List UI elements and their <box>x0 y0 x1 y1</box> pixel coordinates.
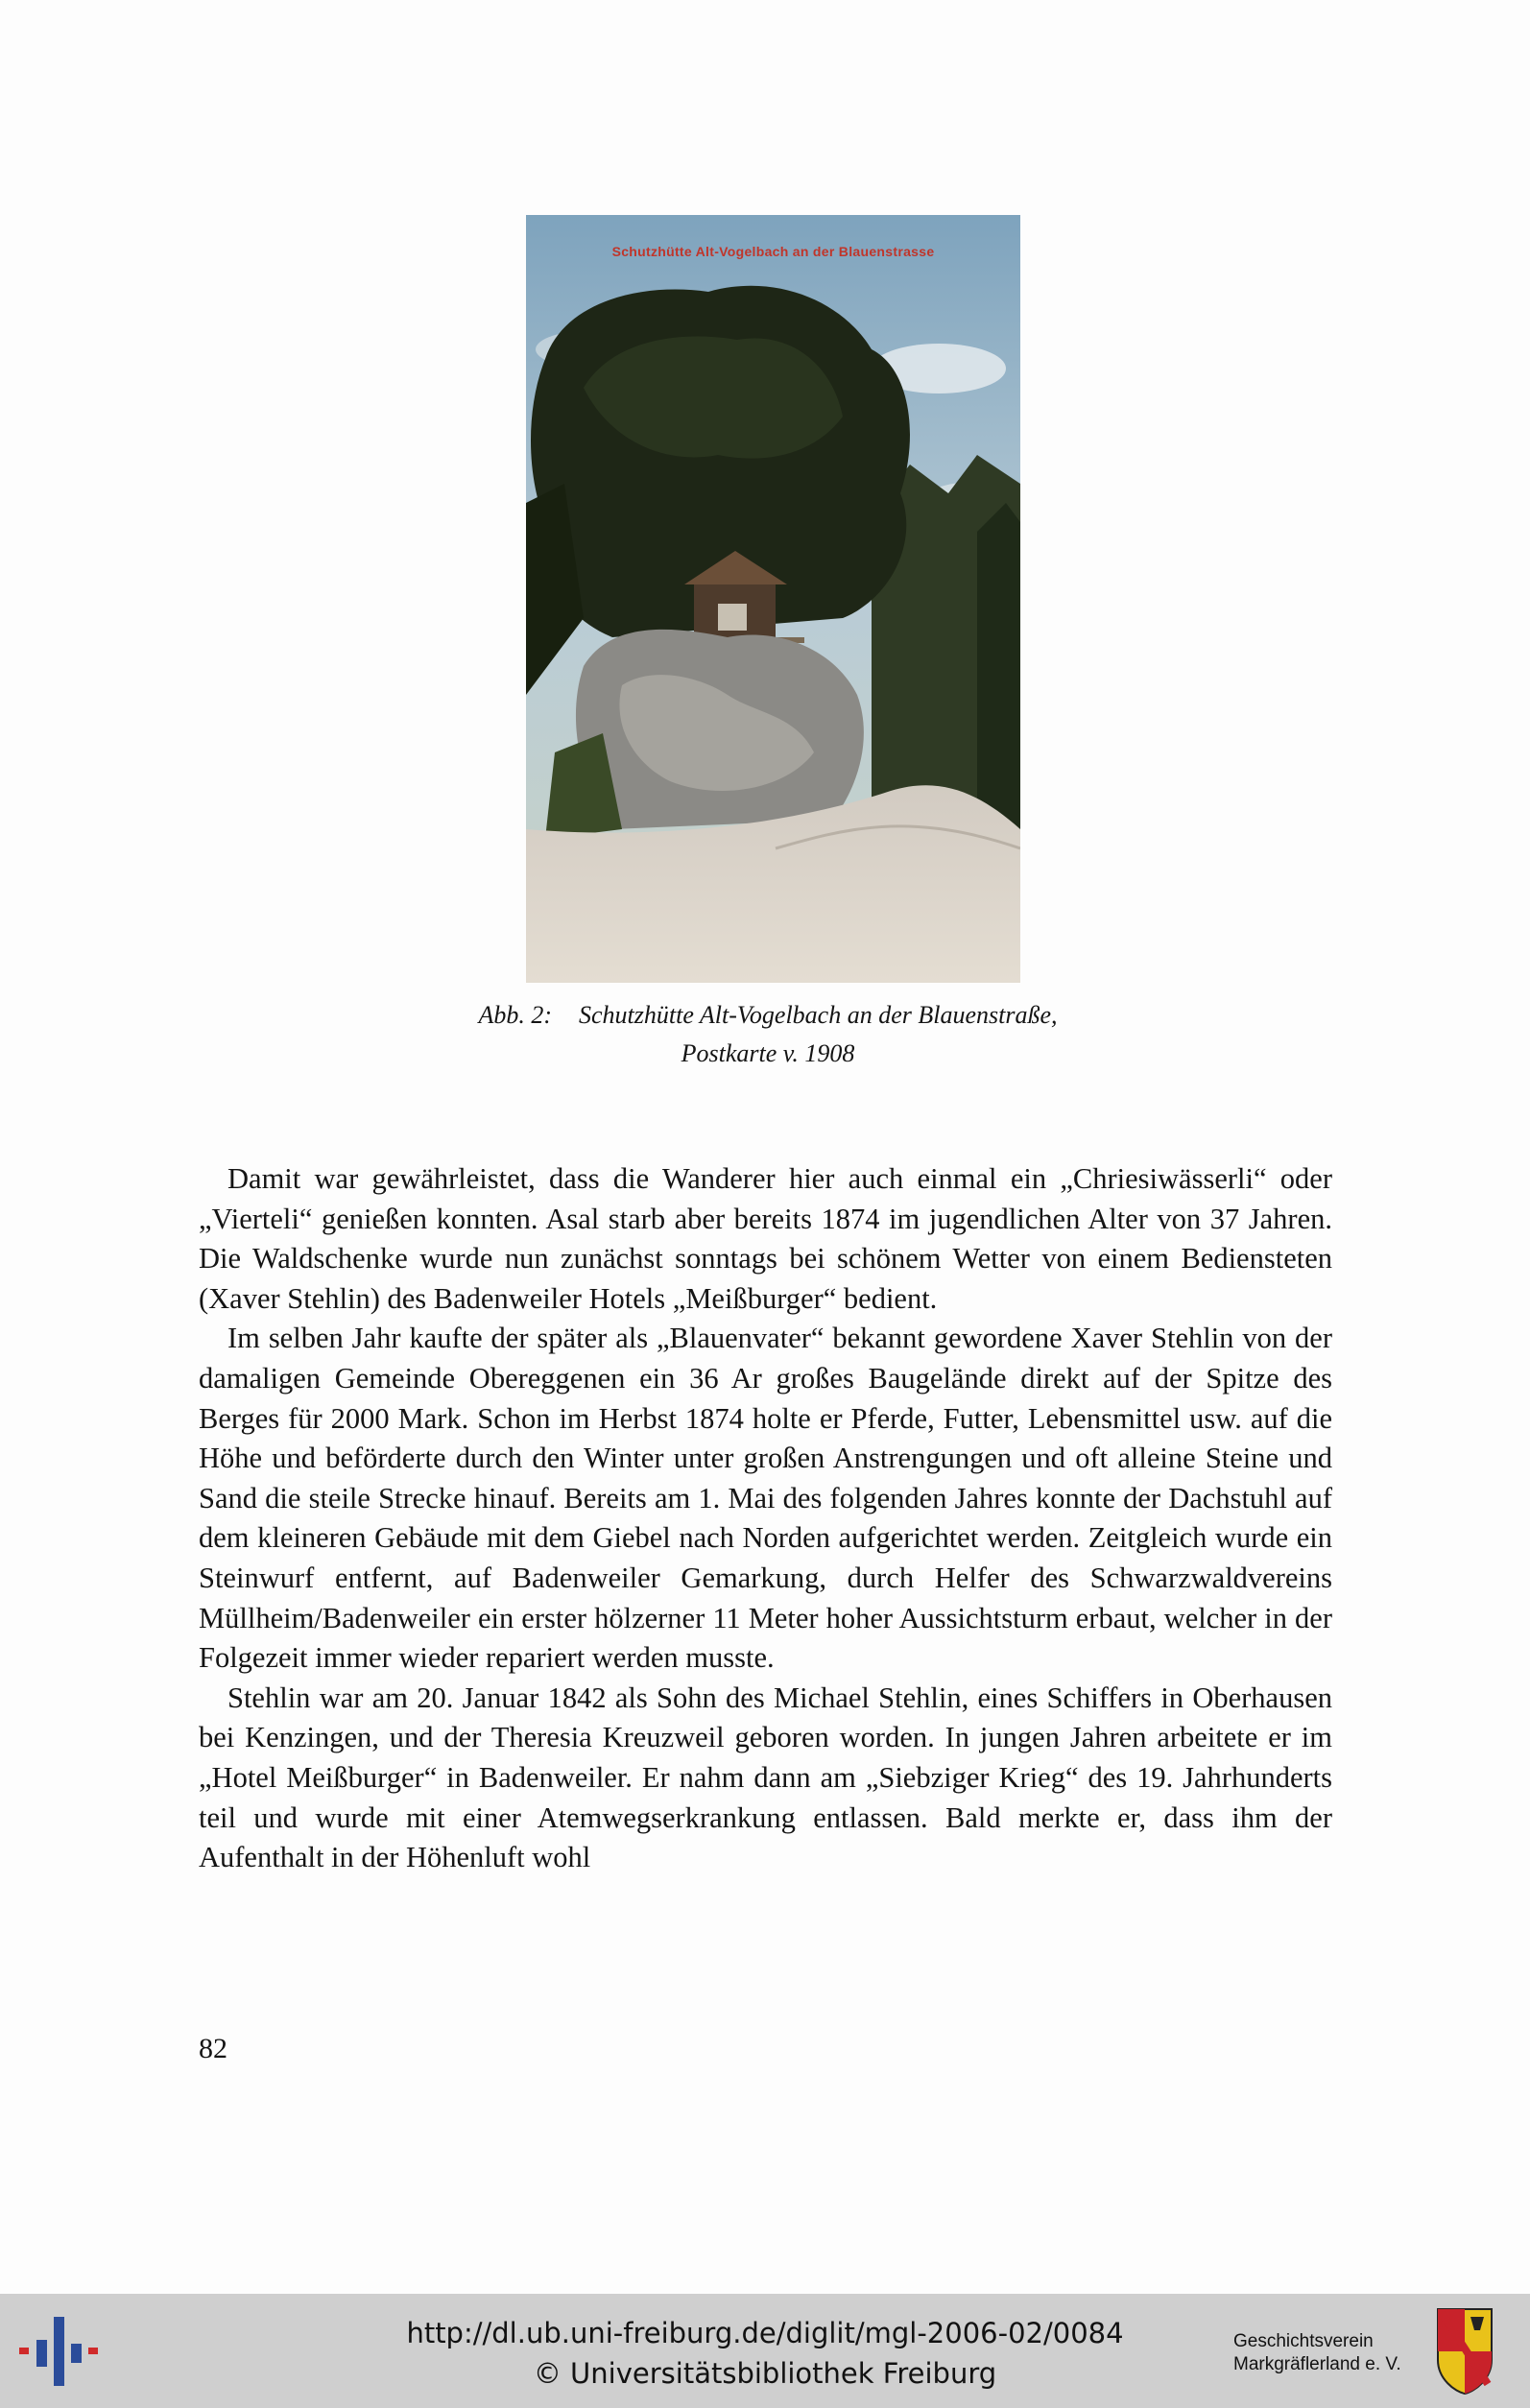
body-text <box>199 1159 1332 1878</box>
footer-bar <box>0 2294 1530 2408</box>
society-line-2: Markgräflerland e. V. <box>1233 2354 1401 2374</box>
caption-date: Postkarte v. 1908 <box>681 1039 855 1067</box>
figure-caption <box>384 996 1152 1073</box>
caption-title: Schutzhütte Alt-Vogelbach an der Blauenstraße, <box>579 1001 1058 1029</box>
postcard-image <box>526 215 1020 983</box>
copyright-text: © Universitätsbibliothek Freiburg <box>533 2357 997 2390</box>
caption-line-1 <box>384 996 1152 1035</box>
document-url-link[interactable]: http://dl.ub.uni-freiburg.de/diglit/mgl-2006-02/0084 <box>406 2317 1124 2349</box>
society-line-1: Geschichtsverein <box>1233 2331 1374 2351</box>
caption-number: Abb. 2: <box>478 1001 553 1029</box>
paragraph: Im selben Jahr kaufte der später als „Blauenvater“ bekannt gewordene Xaver Stehlin von der damaligen Gemeinde Obereggenen ein 36 Ar großes Baugelände direkt auf der Spitze des Berges für 2000 Mark. Schon im Herbst 1874 holte er Pferde, Futter, Lebensmittel usw. auf die Höhe und beförderte durch den Winter unter großen Anstrengungen und oft alleine Steine und Sand die steile Strecke hinauf. Bereits am 1. Mai des folgenden Jahres konnte der Dachstuhl auf dem kleineren Gebäude mit dem Giebel nach Norden aufgerichtet werden. Zeitgleich wurde ein Steinwurf entfernt, auf Badenweiler Gemarkung, durch Helfer des Schwarzwaldvereins Müllheim/Badenweiler ein erster hölzerner 11 Meter hoher Aussichtsturm erbaut, welcher in der Folgezeit immer wieder repariert werden musste. <box>199 1322 1332 1675</box>
paragraph: Damit war gewährleistet, dass die Wanderer hier auch einmal ein „Chriesiwässerli“ oder „Vierteli“ genießen konnten. Asal starb aber bereits 1874 im jugendlichen Alter von 37 Jahren. Die Waldschenke wurde nun zunächst sonntags bei schönem Wetter von einem Bediensteten (Xaver Stehlin) des Badenweiler Hotels „Meißburger“ bedient. <box>199 1162 1332 1315</box>
society-crest-icon[interactable] <box>1436 2307 1494 2396</box>
paragraph: Stehlin war am 20. Januar 1842 als Sohn des Michael Stehlin, eines Schiffers in Oberhausen bei Kenzingen, und der Theresia Kreuzweil geboren worden. In jungen Jahren arbeitete er im „Hotel Meißburger“ in Badenweiler. Er nahm dann am „Siebziger Krieg“ des 19. Jahrhunderts teil und wurde mit einer Atemwegserkrankung entlassen. Bald merkte er, dass ihm der Aufenthalt in der Höhenluft wohl <box>199 1681 1332 1874</box>
page-number: 82 <box>199 2033 227 2064</box>
society-name <box>1233 2330 1425 2376</box>
postcard-title: Schutzhütte Alt-Vogelbach an der Blauenstrasse <box>611 244 935 259</box>
